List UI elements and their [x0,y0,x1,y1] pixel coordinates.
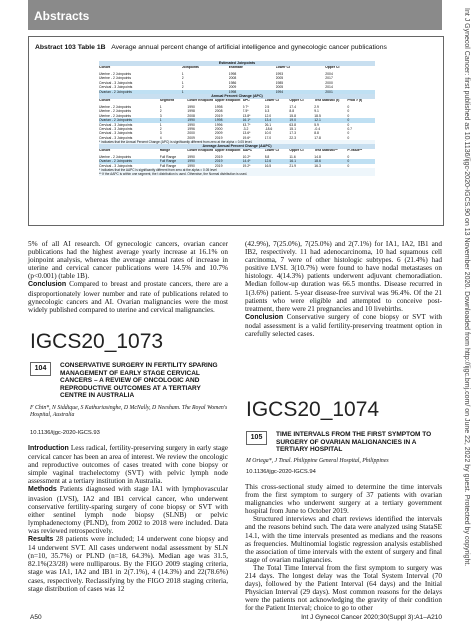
table-cell: 2019 [214,163,223,168]
body-paragraph-3: The Total Time Interval from the first symptom to surgery was 214 days. The longest delay was the Total System Interval (70 days), followed by the Patient Interval (64 days) and the Initial Physician Interval (29 days). Most common reasons for the delays were the patients not acknowledging the gravity of their condition for the Patient Interval; choice to go to other [245,563,442,613]
side-margin-text: Int J Gynecol Cancer: first published as 10.1136/ijgc-2020-IGCS.90 on 13 November 2020. Downloaded from http://ijgc.bmj.com/ on June 22, 2022 by guest. Protected by copyright. [463,8,470,567]
table-cell: 4 [159,135,162,140]
left-abstract-body [28,444,228,593]
table-cell: Upper CI [325,66,340,69]
methods-text: Patients diagnosed with stage IA1 with lymphovascular invasion (LVSI), IA2 and IB1 cervical cancer, who underwent conservative fertility-sparing surgery of cone biopsy or SVT with either sentinel lymph node biopsy (SLNB) or pelvic lymphadenectomy (PLND), from 2002 to 2018 were included. Data was reviewed retrospectively. [28,485,228,535]
table-cell: 2 [159,109,162,114]
table-cell: Full Range [159,155,177,160]
table-cell: 9.1 [314,109,319,114]
abstract-number: 104 [30,362,51,376]
table-cell: 17.3 [289,131,297,136]
table-cell: 0 [347,155,350,160]
table-section-title: Annual Percent Change (APC) [99,94,375,99]
table-caption [35,44,387,51]
table-cell: 13.4 [264,118,272,123]
table-cell: 2019 [214,159,223,164]
section-header [28,0,442,30]
table-cell: 6.3 [264,109,270,114]
table-section-title: Estimated Joinpoints [99,61,375,66]
table-figure [28,36,444,226]
table-cell: 1998 [228,89,237,94]
page-number: A50 [30,614,42,621]
side-margin-note [458,8,472,608]
table-cell: 5.9 [314,122,319,127]
table-cell: 1990 [187,159,195,164]
table-cell: 19.2* [242,163,251,168]
table-cell: 1 [159,104,162,109]
table-cell: 0 [347,122,350,127]
table-cell: Cervical - 3 Joinpoints [99,85,133,90]
table-cell: Uterine - 2 Joinpoints [99,155,132,160]
table-cell: APC [242,98,250,102]
table-cell: 2.9 [314,104,319,109]
table-cell: 8.8 [289,109,295,114]
conclusion-text-right: Conservative surgery of cone biopsy or SVT with nodal assessment is a valid fertility-preserving treatment option in carefully selected cases. [245,312,442,339]
table-cell: Uterine - 2 Joinpoints [99,113,132,118]
section-title: Abstracts [34,9,90,23]
table-cell: Ovarian - 2 Joinpoints [99,159,132,164]
table-cell: 15.8 [289,113,297,118]
table-cell: 2019 [214,113,223,118]
table-section-title: Average Annual Percent Change (AAPC) [99,144,375,149]
table-cell: 2008 [187,113,195,118]
table-cell: 7.5* [242,109,249,114]
table-cell: Full Range [159,163,177,168]
table-cell: Uterine - 2 Joinpoints [99,72,132,76]
results-text: 28 patients were included; 14 underwent cone biopsy and 14 underwent SVT. All cases underwent nodal assessment by SLN (n=10, 35.7%) or PLND (n=18, 64.3%). Median age was 31.5, 82.1%(23/28) were nulliparous. By the FIGO 2009 staging criteria, stage was IA1, IA2 and IB1 in 2(7.1%), 4 (14.3%) and 22(78.6%) cases, respectively. Reclassifying by the FIGO 2018 staging criteria, stage distribution of cases was 12 [28,535,228,593]
table-cell: 0 [347,163,350,168]
table-cell: Uterine - 2 Joinpoints [99,109,132,114]
table-cell: Prob > |t| [347,98,362,102]
table-cell: 2019 [214,155,223,160]
table-cell: Cervical - 3 Joinpoints [99,131,133,136]
table-cell: 19.6* [242,135,251,140]
table-cell: Cohort [99,98,111,102]
table-cell: 16.1 [289,159,297,164]
table-cell: 14.4* [242,159,251,164]
journal-citation: Int J Gynecol Cancer 2020;30(Suppl 3):A1–A210 [301,614,442,621]
table-cell: 43.7* [242,122,251,127]
table-cell: 14.8 [314,155,321,160]
table-cell: 2017 [325,76,333,81]
table-cell: Uterine - 2 Joinpoints [99,76,132,81]
table-cell: 1 [159,118,162,123]
introduction-label: Introduction [28,445,69,452]
table-cell: 12.0 [264,113,272,118]
table-cell: 17.4 [289,104,297,109]
table-cell: 0 [347,159,350,164]
abstract-authors: F Chin*, N Siddique, S Kathuriasinghe, D McNally, D Neesham. The Royal Women's Hospital, Australia [30,405,228,418]
table-cell: P-Value** [347,149,363,153]
table-cell: 2009 [214,131,223,136]
table-cell: 1 [181,72,184,76]
table-cell: AAPC [242,149,253,153]
table-cell: 19.0 [289,118,297,123]
table-cell: 2008 [228,76,237,81]
table-cell: 2000 [187,131,195,136]
table-cell: 10.0 [264,131,272,136]
table-cell: 0.7 [347,126,353,131]
table-note: * indicates that the AAPC is significantly different from zero at the alpha = 0.05 level [99,168,375,172]
table-cell: 18.5 [314,113,321,118]
table-cell: Upper CI [289,149,304,153]
table-cell: 13.8* [242,113,251,118]
table-cell: 1998 [187,109,195,114]
table-cell: 26.1 [264,122,272,127]
table-cell: 9.7* [242,104,249,109]
table-cell: Estimate [228,66,243,69]
table-cell: 1 [159,122,162,127]
table-cell: Segment [159,98,175,102]
table-cell: 10.2* [242,155,251,160]
table-cell: Upper Endpoint [214,149,241,153]
table-cell: 0 [347,113,350,118]
body-paragraph-2: Structured interviews and chart reviews identified the intervals and the reasons behind such. The data were analyzed using StataSE 14.1, with the time intervals presented as medians and the reasons as frequencies. Multinomial logistic regression analysis established the association of time intervals with the extent of surgery and final stage of ovarian malignancies. [245,515,442,564]
table-cell: 16.5 [264,163,272,168]
table-cell: 1990 [187,122,195,127]
table-cell: Test Statistic** [314,149,338,153]
conclusion-label: Conclusion [28,281,67,289]
table-cell: 1996 [187,126,195,131]
table-cell: Cohort [99,149,111,153]
table-cell: 2004 [325,72,333,76]
table-cell: Upper Endpoint [214,98,241,102]
table-cell: 2 [181,76,184,81]
abstract-id: IGCS20_1073 [30,330,164,353]
table-cell: Cohort [99,66,111,69]
table-cell: 2 [159,126,162,131]
table-caption-text: Average annual percent change of artificial intelligence and gynecologic cancer publications [111,44,387,51]
table-cell: 2005 [275,85,284,90]
table-cell: 17.0 [264,135,272,140]
table-cell: 2014 [325,85,333,90]
table-cell: 0 [347,131,350,136]
table-cell: 0 [347,135,350,140]
table-cell: 2001 [325,89,333,94]
table-cell: Cervical - 3 Joinpoints [99,135,133,140]
table-cell: 13.6* [242,131,251,136]
abstract-authors-right: M Ortega*, J Tinal. Philippine General Hospital, Philippines [246,458,389,464]
table-cell: 1994 [275,89,284,94]
table-cell: 17.8 [314,135,321,140]
table-cell: -3.2 [242,126,249,131]
table-cell: 1986 [228,80,237,85]
table-cell: 1998 [214,118,223,123]
table-cell: Full Range [159,159,177,164]
table-cell: Lower Endpoint [187,98,213,102]
table-cell: 1990 [187,118,195,123]
table-cell: -0.4 [314,126,321,131]
table-cell: 22.3 [289,135,297,140]
table-cell: 1 [181,89,184,94]
results-label: Results [28,536,54,544]
table-cell: Uterine - 2 Joinpoints [99,104,132,109]
table-cell: 0 [347,104,350,109]
table-cell: 0 [347,118,350,123]
table-cell: 2000 [325,80,333,85]
table-cell: Cervical - 3 Joinpoints [99,163,133,168]
table-cell: 2009 [187,135,195,140]
table-cell: 18.6 [314,159,321,164]
table-cell: 1998 [214,104,223,109]
left-column [28,240,228,314]
table-cell: 2000 [214,126,223,131]
abstract-title: CONSERVATIVE SURGERY IN FERTILITY SPARING MANAGEMENT OF EARLY STAGE CERVICAL CANCERS – A REVIEW OF ONCOLOGIC AND REPRODUCTIVE OUTCOMES AT A TERTIARY CENTRE IN AUSTRALIA [60,362,218,400]
table-cell: 2009 [228,85,237,90]
table-cell: Cervical - 3 Joinpoints [99,80,133,85]
table-cell: Lower CI [264,98,279,102]
table-cell: 16.1* [242,118,251,123]
table-cell: 11.6 [289,155,296,160]
continued-paragraph-right: (42.9%), 7(25.0%), 7(25.0%) and 2(7.1%) for IA1, IA2, IB1 and IB2, respectively. 11 had adenocarcinoma, 10 had squamous cell carcinoma, 7 were of other histologic subtypes. 6 (21.4%) had positive LVSI. 3(10.7%) were found to have nodal metastases on histology. 4(14.3%) patients underwent adjuvant chemoradiation. Median follow-up duration was 66.5 months. Disease recurred in 1(3.6%) patient. 5-year disease-free survival was 96.4%. Of the 21 patients who were eligible and attempted to conceive post-treatment, there were 21 pregnancies and 10 livebirths. [245,240,442,313]
table-cell: 2 [181,85,184,90]
table-cell: Cervical - 3 Joinpoints [99,122,133,127]
abstract-doi-right: 10.1136/ijgc-2020-IGCS.94 [246,469,316,475]
abstract-number-right: 105 [246,431,267,445]
introduction-text: Less radical, fertility-preserving surgery in early stage cervical cancer has been an area of interest. We review the oncologic and reproductive outcomes of cases treated with cone biopsy or simple vaginal trachelectomy (SVT) with pelvic lymph node assessment at a tertiary institution in Australia. [28,444,228,486]
table-cell: Lower Endpoint [187,149,213,153]
table-cell: 1 [181,80,184,85]
table-cell: Test Statistic (t) [314,98,340,102]
abstract-doi: 10.1136/ijgc-2020-IGCS.93 [30,430,100,436]
table-cell: 1990 [187,155,195,160]
data-table [99,61,375,176]
table-cell: 1990 [187,104,195,109]
table-cell: 12.1 [314,118,321,123]
table-cell: 8.8 [314,131,319,136]
table-cell: 2019 [214,135,223,140]
table-cell: 63.8 [289,122,297,127]
table-cell: 21.9 [289,163,297,168]
abstract-id-right: IGCS20_1074 [246,398,380,421]
table-cell: 1998 [228,72,237,76]
table-cell: 2.5 [264,104,270,109]
abstract-title-right: TIME INTERVALS FROM THE FIRST SYMPTOM TO SURGERY OF OVARIAN MALIGNANCIES IN A TERTIARY HOSPITAL [276,431,432,454]
table-cell: 1993 [275,72,284,76]
table-cell: 15.1 [289,126,297,131]
table-cell: 2005 [275,76,284,81]
continued-paragraph: 5% of all AI research. Of gynecologic cancers, ovarian cancer publications had the highest average yearly increase at 16.1% on joinpoint analysis, whereas the average annual rates of increase in uterine and cervical cancer publications were 14.5% and 10.7% (p<0.001) (table 1B). [28,240,228,281]
table-caption-label: Abstract 103 Table 1B [35,44,106,51]
table-cell: 1985 [275,80,284,85]
table-note: * indicates that the Annual Percent Change (APC) is significantly different from zero at the alpha = 0.05 level. [99,140,375,144]
table-cell: Range [159,149,171,153]
conclusion-label-right: Conclusion [245,313,284,321]
conclusion-text: Compared to breast and prostate cancers, there are a disproportionately lower number and rate of publications related to gynecologic cancers and AI. Ovarian malignancies were the most widely published compared to uterine and cervical malignancies. [28,280,228,314]
table-cell: Lower CI [264,149,279,153]
table-cell: 12.6 [264,159,272,164]
table-cell: Joinpoints [181,66,199,69]
right-abstract-body [245,483,442,613]
body-paragraph-1: This cross-sectional study aimed to determine the time intervals from the first symptom to surgery of 37 patients with ovarian malignancies who underwent surgery at a tertiary government hospital from June to October 2019. [245,483,442,516]
table-cell: 0 [347,109,350,114]
table-cell: Cervical - 3 Joinpoints [99,126,133,131]
table-note: ** If the AAPC is within one segment, the t distribution is used. Otherwise, the Normal distribution is used. [99,172,375,176]
table-cell: 1990 [187,163,195,168]
table-cell: Upper CI [289,98,304,102]
table-cell: 3 [159,113,162,118]
table-cell: Lower CI [275,66,290,69]
table-cell: 1996 [214,122,223,127]
table-cell: -18.6 [264,126,273,131]
table-cell: 2008 [214,109,223,114]
methods-label: Methods [28,486,57,494]
table-cell: 8.8 [264,155,270,160]
right-column [245,240,442,338]
table-cell: Ovarian - 2 Joinpoints [99,118,132,123]
table-cell: Ovarian - 2 Joinpoints [99,89,132,94]
table-cell: 3 [159,131,162,136]
table-cell: 16.3 [314,163,321,168]
